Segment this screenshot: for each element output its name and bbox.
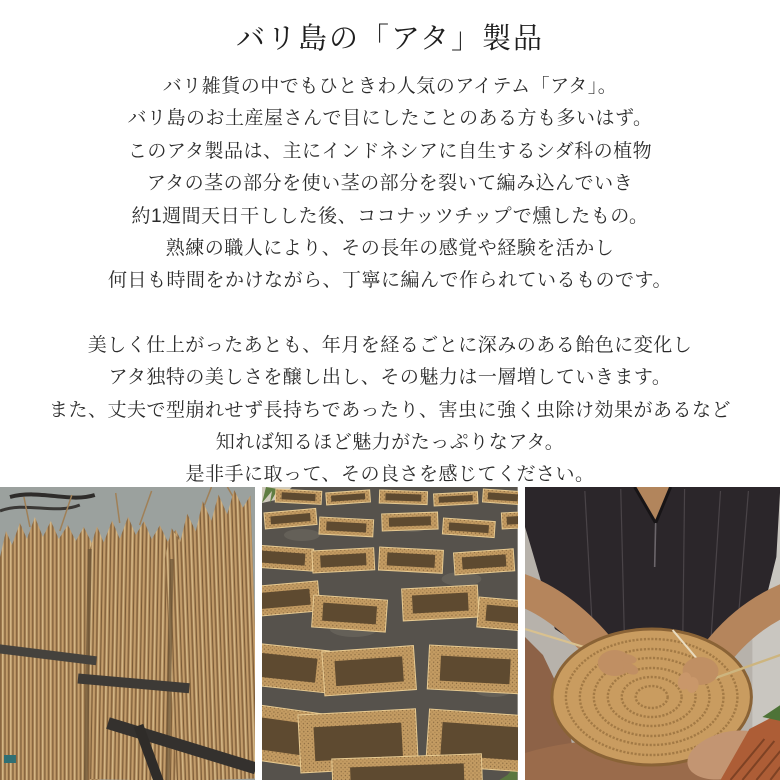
blue-tie [4, 755, 16, 763]
text-line: 知れば知るほど魅力がたっぷりなアタ。 [215, 432, 565, 454]
zipper [654, 523, 655, 567]
text-line: 熟練の職人により、その長年の感覚や経験を活かし [165, 238, 615, 260]
intro-paragraph [0, 71, 780, 298]
text-line: 是非手に取って、その良さを感じてください。 [185, 464, 595, 486]
page-title: バリ島の「アタ」製品 [236, 23, 544, 55]
text-line: 美しく仕上がったあとも、年月を経るごとに深みのある飴色に変化し [87, 334, 693, 356]
text-line: バリ島のお土産屋さんで目にしたことのある方も多いはず。 [127, 108, 653, 130]
text-line: バリ雑貨の中でもひときわ人気のアイテム「アタ」。 [162, 76, 618, 97]
text-line: アタの茎の部分を使い茎の部分を裂いて編み込んでいき [146, 173, 634, 195]
text-line: アタ独特の美しさを醸し出し、その魅力は一層増していきます。 [108, 367, 672, 389]
ata-stem-bundles-photo [0, 487, 255, 780]
text-line: 約1週間天日干しした後、ココナッツチップで燻したもの。 [131, 205, 649, 227]
text-line: 何日も時間をかけながら、丁寧に編んで作られているものです。 [108, 270, 672, 292]
text-line: また、丈夫で型崩れせず長持ちであったり、害虫に強く虫除け効果があるなど [48, 399, 732, 421]
text-line: このアタ製品は、主にインドネシアに自生するシダ科の植物 [127, 140, 653, 162]
detail-paragraph [0, 330, 780, 492]
photo-row [0, 487, 780, 780]
ata-baskets-drying-photo [262, 487, 517, 780]
artisan-weaving-illustration [525, 487, 780, 780]
ata-baskets-illustration [262, 487, 517, 780]
ata-stem-bundles-illustration [0, 487, 255, 780]
artisan-weaving-photo [525, 487, 780, 780]
